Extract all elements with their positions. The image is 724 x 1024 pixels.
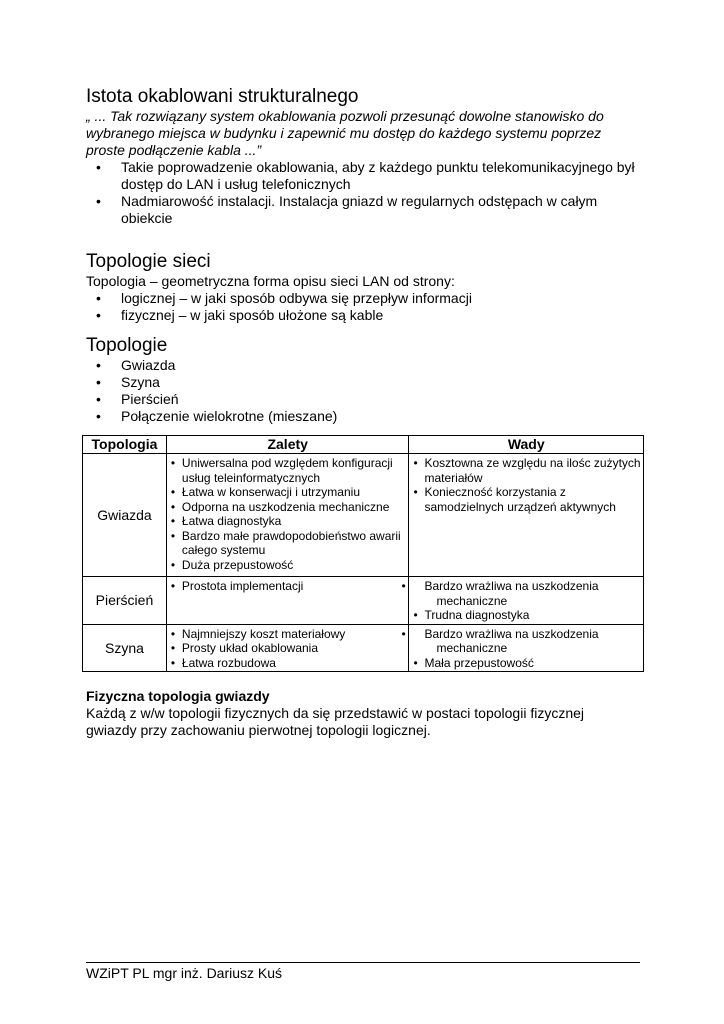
pros-cell (166, 577, 409, 625)
topology-name: Pierścień (83, 577, 167, 625)
pros-cell (166, 624, 409, 672)
quote-line: „ ... Tak rozwiązany system okablowania pozwoli przesunąć dowolne stanowisko do (86, 108, 604, 124)
cons-cell (409, 624, 644, 672)
section-title-cabling: Istota okablowani strukturalnego (86, 86, 359, 107)
topology-name: Szyna (83, 624, 167, 672)
list-item: • Duża przepustowość (168, 558, 408, 573)
paragraph-line: gwiazdy przy zachowaniu pierwotnej topologii logicznej. (86, 722, 431, 738)
list-item: • Kosztowna ze względu na ilośc zużytych materiałów (410, 456, 642, 485)
list-item: • Nadmiarowość instalacji. Instalacja gniazd w regularnych odstępach w całym obiekcie (86, 193, 646, 227)
list-item: • logicznej – w jaki sposób odbywa się przepływ informacji (86, 290, 646, 307)
list-item: • Łatwa rozbudowa (168, 656, 408, 671)
paragraph-line: Każdą z w/w topologii fizycznych da się przedstawić w postaci topologii fizycznej (86, 705, 585, 721)
list-item: • Bardzo wrażliwa na uszkodzenia mechaniczne (410, 579, 642, 608)
list-item: • Szyna (86, 374, 646, 391)
list-item: • Gwiazda (86, 357, 646, 374)
list-item: • Mała przepustowość (410, 656, 642, 671)
cabling-bullet-list (86, 159, 646, 227)
list-item: • Połączenie wielokrotne (mieszane) (86, 408, 646, 425)
list-item: • Konieczność korzystania z samodzielnych urządzeń aktywnych (410, 485, 642, 514)
cons-cell (409, 454, 644, 577)
list-item: • Pierścień (86, 391, 646, 408)
list-item: • Trudna diagnostyka (410, 608, 642, 623)
list-item: • Prosty układ okablowania (168, 641, 408, 656)
topology-comparison-table (82, 435, 644, 672)
column-header-pros: Zalety (166, 436, 409, 454)
footer-divider (86, 962, 640, 963)
pros-cell (166, 454, 409, 577)
list-item: • Łatwa diagnostyka (168, 514, 408, 529)
topology-name: Gwiazda (83, 454, 167, 577)
topology-aspect-list (86, 290, 646, 324)
quote-line: proste podłączenie kabla ...” (86, 142, 262, 158)
table-row (83, 577, 644, 625)
list-item: • Uniwersalna pod względem konfiguracji usług teleinformatycznych (168, 456, 408, 485)
column-header-topology: Topologia (83, 436, 167, 454)
list-item: • Najmniejszy koszt materiałowy (168, 627, 408, 642)
list-item: • Bardzo małe prawdopodobieństwo awarii całego systemu (168, 529, 408, 558)
list-item: • Odporna na uszkodzenia mechaniczne (168, 500, 408, 515)
section-title-physical-star: Fizyczna topologia gwiazdy (86, 688, 270, 704)
section-title-topologies: Topologie (86, 335, 168, 356)
cons-cell (409, 577, 644, 625)
list-item: • Prostota implementacji (168, 579, 408, 594)
footer-text: WZiPT PL mgr inż. Dariusz Kuś (86, 965, 283, 981)
list-item: • Takie poprowadzenie okablowania, aby z każdego punktu telekomunikacyjnego był dostęp do LAN i usług telefonicznych (86, 159, 646, 193)
section-title-network-topologies: Topologie sieci (86, 251, 211, 272)
quote-line: wybranego miejsca w budynku i zapewnić mu dostęp do każdego systemu poprzez (86, 125, 602, 141)
document-page (86, 86, 646, 739)
topology-definition: Topologia – geometryczna forma opisu sieci LAN od strony: (86, 273, 455, 289)
column-header-cons: Wady (409, 436, 644, 454)
list-item: • Łatwa w konserwacji i utrzymaniu (168, 485, 408, 500)
table-row (83, 624, 644, 672)
list-item: • Bardzo wrażliwa na uszkodzenia mechaniczne (410, 627, 642, 656)
list-item: • fizycznej – w jaki sposób ułożone są kable (86, 307, 646, 324)
table-row (83, 454, 644, 577)
table-header-row (83, 436, 644, 454)
topology-list (86, 357, 646, 425)
